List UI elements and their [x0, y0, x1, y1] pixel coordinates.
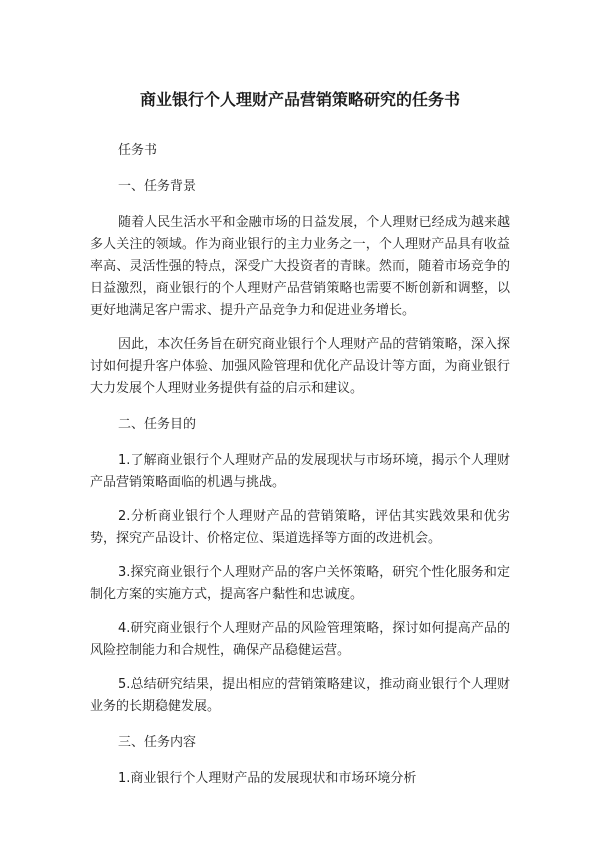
background-paragraph: 因此，本次任务旨在研究商业银行个人理财产品的营销策略，深入探讨如何提升客户体验、加强风险管理和优化产品设计等方面，为商业银行大力发展个人理财业务提供有益的启示和建议。 [90, 337, 510, 396]
background-paragraph: 随着人民生活水平和金融市场的日益发展，个人理财已经成为越来越多人关注的领域。作为商业银行的主力业务之一，个人理财产品具有收益率高、灵活性强的特点，深受广大投资者的青睐。然而，随着市场竞争的日益激烈，商业银行的个人理财产品营销策略也需要不断创新和调整，以更好地满足客户需求、提升产品竞争力和促进业务增长。 [90, 215, 510, 318]
section-heading-background: 一、任务背景 [118, 179, 197, 194]
document-body [90, 140, 510, 790]
document-label: 任务书 [118, 143, 158, 158]
content-item: 1.商业银行个人理财产品的发展现状和市场环境分析 [118, 771, 417, 786]
purpose-item: 1.了解商业银行个人理财产品的发展现状与市场环境，揭示个人理财产品营销策略面临的机遇与挑战。 [90, 453, 510, 490]
document-title: 商业银行个人理财产品营销策略研究的任务书 [139, 90, 460, 109]
purpose-item: 4.研究商业银行个人理财产品的风险管理策略，探讨如何提高产品的风险控制能力和合规性，确保产品稳健运营。 [90, 621, 510, 658]
purpose-item: 5.总结研究结果，提出相应的营销策略建议，推动商业银行个人理财业务的长期稳健发展。 [90, 677, 510, 714]
purpose-item: 2.分析商业银行个人理财产品的营销策略，评估其实践效果和优劣势，探究产品设计、价格定位、渠道选择等方面的改进机会。 [90, 509, 510, 546]
section-heading-purpose: 二、任务目的 [118, 417, 197, 432]
purpose-item: 3.探究商业银行个人理财产品的客户关怀策略，研究个性化服务和定制化方案的实施方式，提高客户黏性和忠诚度。 [90, 565, 510, 602]
section-heading-content: 三、任务内容 [118, 735, 197, 750]
